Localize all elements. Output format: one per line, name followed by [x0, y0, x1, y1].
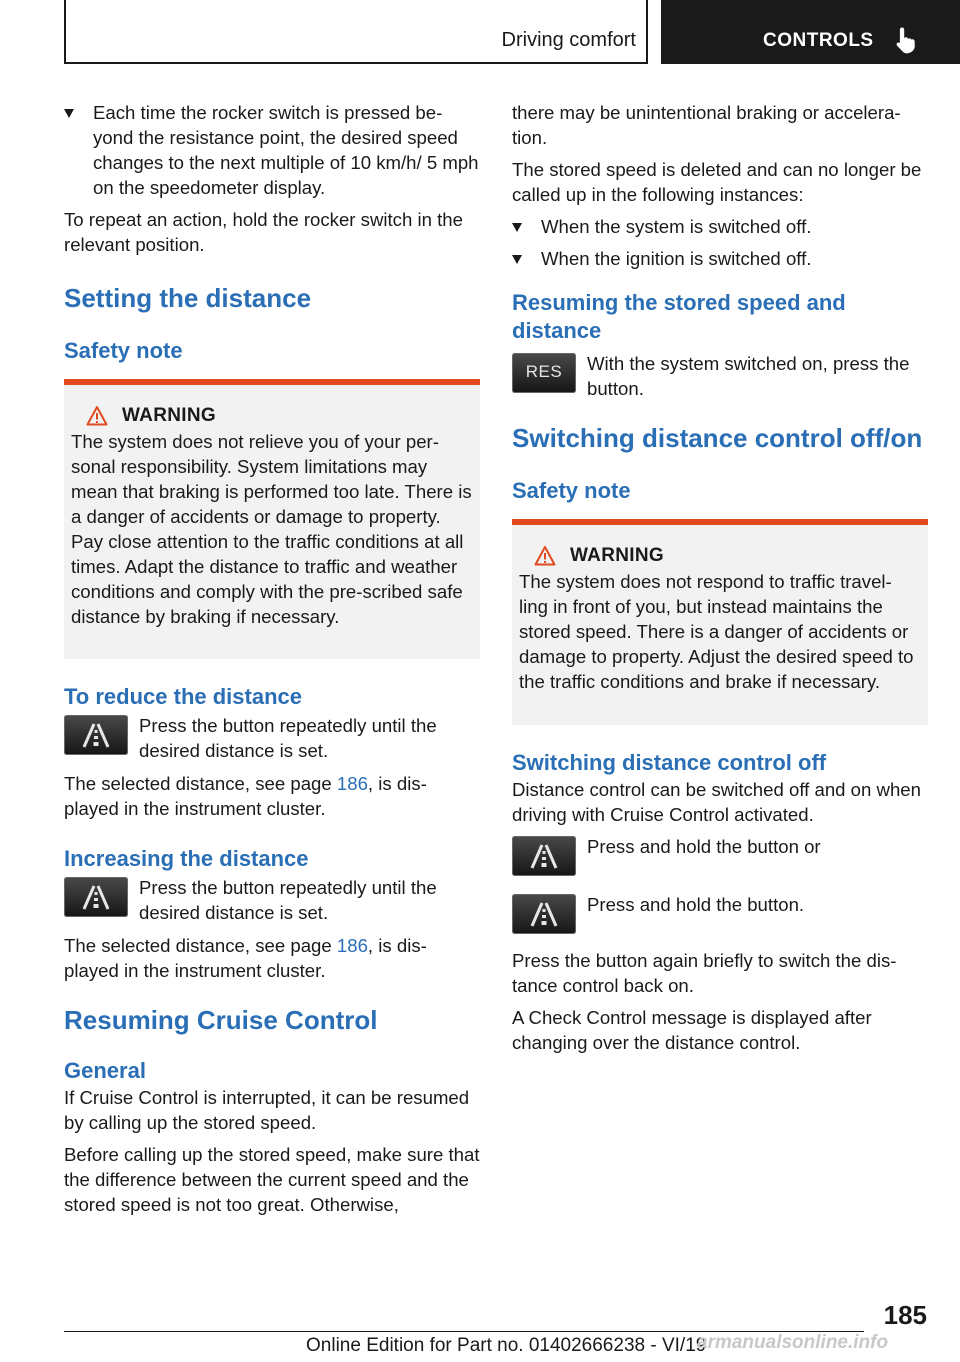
page-link-186[interactable]: 186 [336, 773, 368, 794]
heading-switch-off: Switching distance control off [512, 750, 827, 775]
distance-button-icon [64, 877, 128, 917]
press-again-text: Press the button again briefly to switch the dis‐tance control back on. [512, 950, 897, 996]
header-section-box [64, 0, 648, 64]
bullet-text: When the system is switched off. [541, 216, 812, 237]
res-button-row [512, 351, 928, 401]
bullet-text: When the ignition is switched off. [541, 248, 812, 269]
warning-triangle-icon [86, 405, 108, 427]
check-control-text: A Check Control message is displayed after changing over the distance control. [512, 1007, 872, 1053]
warning-box [512, 519, 928, 725]
press-hold-row [512, 892, 928, 934]
triangle-bullet-icon [512, 223, 522, 232]
distance-road-icon [82, 721, 110, 749]
distance-button-icon [512, 894, 576, 934]
press-hold-text: Press and hold the button. [587, 894, 805, 915]
distance-road-icon [82, 883, 110, 911]
increase-distance-row [64, 875, 480, 925]
heading-resume-stored: Resuming the stored speed and distance [512, 290, 846, 343]
heading-increase-distance: Increasing the distance [64, 846, 309, 871]
warning-header [519, 545, 920, 567]
deleted-text: The stored speed is deleted and can no longer be called up in the following instances: [512, 159, 922, 205]
triangle-bullet-icon [64, 109, 74, 118]
warning-text: The system does not relieve you of your per‐sonal responsibility. System limitations may mean that braking is performed too late. There is a danger of accidents or damage to property. Pay close attention to the traffic conditions at all times. Adapt the distance to traffic and weather conditions and comply with the pre‐scribed safe distance by braking if necessary. [71, 431, 472, 627]
selected-text-pre: The selected distance, see page [64, 935, 337, 956]
pointing-hand-icon [895, 26, 921, 54]
heading-safety-note: Safety note [512, 478, 631, 503]
warning-title: WARNING [122, 405, 216, 426]
res-button-label: RES [525, 362, 563, 381]
press-hold-or-text: Press and hold the button or [587, 836, 821, 857]
continued-text: there may be unintentional braking or accelera‐tion. [512, 102, 901, 148]
selected-text-pre: The selected distance, see page [64, 773, 337, 794]
heading-switching-distance: Switching distance control off/on [512, 423, 923, 453]
distance-road-icon [530, 842, 558, 870]
switch-off-text: Distance control can be switched off and on when driving with Cruise Control activated. [512, 779, 921, 825]
warning-box [64, 379, 480, 659]
selected-distance-text-1 [64, 771, 480, 821]
press-hold-or-row [512, 834, 928, 876]
header-chapter-box [661, 0, 960, 64]
bullet-item [512, 214, 928, 239]
header-section-title: Driving comfort [501, 29, 636, 51]
left-column [64, 100, 480, 1224]
warning-text: The system does not respond to traffic travel‐ling in front of you, but instead maintains the stored speed. There is a danger of accidents or damage to property. Adjust the desired speed to the traffic conditions and brake if necessary. [519, 571, 914, 692]
warning-title: WARNING [570, 545, 664, 566]
heading-setting-distance: Setting the distance [64, 283, 312, 313]
selected-distance-text-2 [64, 933, 480, 983]
heading-reduce-distance: To reduce the distance [64, 684, 302, 709]
header-chapter-title: CONTROLS [763, 30, 874, 51]
bullet-item [512, 246, 928, 271]
before-text: Before calling up the stored speed, make sure that the difference between the current speed and the stored speed is not too great. Otherwise, [64, 1144, 480, 1215]
footer-edition: Online Edition for Part no. 01402666238 - VI/19 [306, 1335, 707, 1356]
heading-safety-note: Safety note [64, 338, 183, 363]
bullet-text: Each time the rocker switch is pressed be‐yond the resistance point, the desired speed changes to the next multiple of 10 km/h/ 5 mph on the speedometer display. [93, 102, 479, 198]
distance-button-icon [512, 836, 576, 876]
watermark: armanualsonline.info [697, 1332, 889, 1353]
page-number: 185 [883, 1300, 927, 1330]
triangle-bullet-icon [512, 255, 522, 264]
selected-text-post: , is dis‐played in the instrument cluster. [64, 935, 427, 981]
res-text: With the system switched on, press the button. [587, 353, 910, 399]
distance-button-icon [64, 715, 128, 755]
distance-road-icon [530, 900, 558, 928]
warning-header [71, 405, 472, 427]
right-column [512, 100, 928, 1062]
heading-general: General [64, 1058, 146, 1083]
selected-text-post: , is dis‐played in the instrument cluster. [64, 773, 427, 819]
paragraph-repeat: To repeat an action, hold the rocker switch in the relevant position. [64, 209, 463, 255]
bullet-item [64, 100, 480, 200]
increase-distance-text: Press the button repeatedly until the desired distance is set. [139, 877, 437, 923]
heading-resuming-cruise-control: Resuming Cruise Control [64, 1005, 378, 1035]
reduce-distance-text: Press the button repeatedly until the desired distance is set. [139, 715, 437, 761]
res-button-icon [512, 353, 576, 393]
page-link-186[interactable]: 186 [336, 935, 368, 956]
general-text: If Cruise Control is interrupted, it can be resumed by calling up the stored speed. [64, 1087, 470, 1133]
reduce-distance-row [64, 713, 480, 763]
warning-triangle-icon [534, 545, 556, 567]
